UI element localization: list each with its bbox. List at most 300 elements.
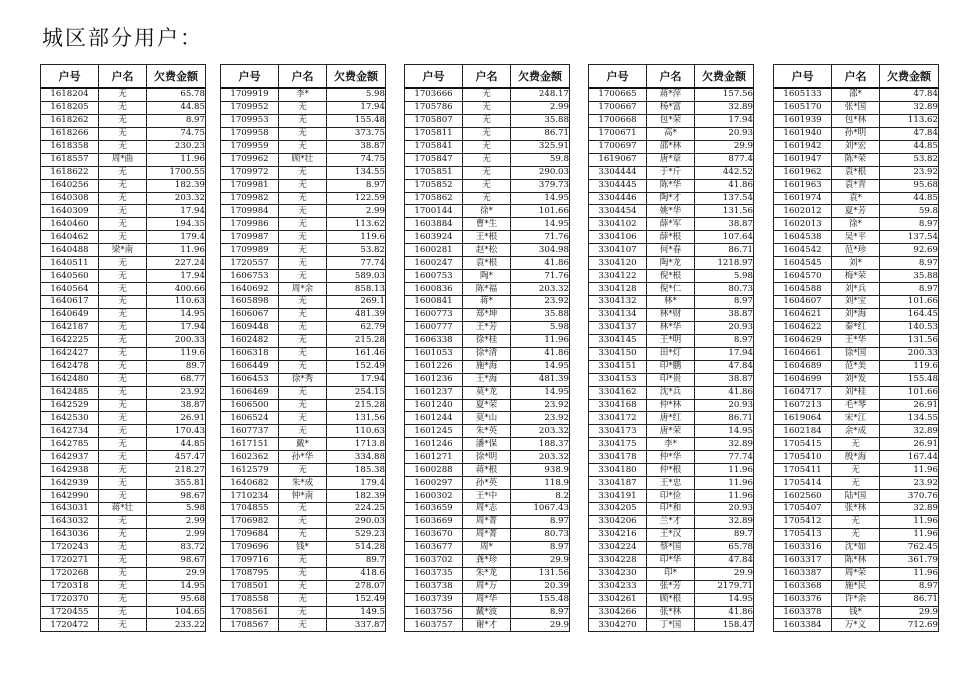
account-name-cell: 无 xyxy=(279,386,327,399)
arrears-amount-cell: 2.99 xyxy=(511,101,570,114)
arrears-amount-cell: 23.92 xyxy=(880,477,939,490)
account-name-cell: 唐*荣 xyxy=(647,425,695,438)
table-row xyxy=(589,231,754,244)
arrears-amount-cell: 44.85 xyxy=(880,140,939,153)
account-name-cell: 无 xyxy=(279,528,327,541)
account-id-cell: 1603317 xyxy=(774,554,832,567)
header-id: 户号 xyxy=(41,65,99,89)
table-row xyxy=(41,179,206,192)
table-row xyxy=(774,490,939,503)
arrears-amount-cell: 11.96 xyxy=(147,244,206,257)
arrears-amount-cell: 5.98 xyxy=(695,270,754,283)
table-row xyxy=(221,412,386,425)
arrears-amount-cell: 118.9 xyxy=(511,477,570,490)
arrears-amount-cell: 20.93 xyxy=(695,503,754,516)
account-name-cell: 包*荣 xyxy=(647,114,695,127)
table-row xyxy=(405,192,570,205)
account-id-cell: 1705410 xyxy=(774,451,832,464)
arrears-amount-cell: 65.78 xyxy=(695,541,754,554)
account-name-cell: 无 xyxy=(463,153,511,166)
table-row xyxy=(405,347,570,360)
table-row xyxy=(221,270,386,283)
account-name-cell: 印*贵 xyxy=(647,373,695,386)
account-id-cell: 1710234 xyxy=(221,490,279,503)
arrears-amount-cell: 137.54 xyxy=(695,192,754,205)
account-name-cell: 郑*坤 xyxy=(463,308,511,321)
account-name-cell: 王*明 xyxy=(647,334,695,347)
table-row xyxy=(221,593,386,606)
arrears-amount-cell: 5.98 xyxy=(511,321,570,334)
arrears-amount-cell: 8.97 xyxy=(327,179,386,192)
table-row xyxy=(774,270,939,283)
arrears-amount-cell: 35.88 xyxy=(511,308,570,321)
table-row xyxy=(405,606,570,619)
account-id-cell: 1603702 xyxy=(405,554,463,567)
table-row xyxy=(774,334,939,347)
table-row xyxy=(221,205,386,218)
arrears-amount-cell: 41.86 xyxy=(511,347,570,360)
account-id-cell: 1640460 xyxy=(41,218,99,231)
account-id-cell: 1640649 xyxy=(41,308,99,321)
account-name-cell: 顾*根 xyxy=(647,593,695,606)
table-row xyxy=(221,580,386,593)
arrears-amount-cell: 122.59 xyxy=(327,192,386,205)
arrears-amount-cell: 41.86 xyxy=(695,606,754,619)
arrears-amount-cell: 17.94 xyxy=(327,373,386,386)
account-name-cell: 余*成 xyxy=(832,425,880,438)
debt-table-3 xyxy=(404,64,570,632)
account-id-cell: 1709962 xyxy=(221,153,279,166)
arrears-amount-cell: 23.92 xyxy=(147,386,206,399)
table-row xyxy=(405,515,570,528)
account-id-cell: 1605898 xyxy=(221,296,279,309)
table-row xyxy=(221,244,386,257)
table-row xyxy=(774,412,939,425)
arrears-amount-cell: 140.53 xyxy=(880,321,939,334)
arrears-amount-cell: 589.03 xyxy=(327,270,386,283)
arrears-amount-cell: 938.9 xyxy=(511,464,570,477)
arrears-amount-cell: 361.79 xyxy=(880,554,939,567)
account-id-cell: 3304270 xyxy=(589,619,647,632)
account-name-cell: 邵* xyxy=(832,88,880,101)
account-id-cell: 1603735 xyxy=(405,567,463,580)
arrears-amount-cell: 11.96 xyxy=(147,153,206,166)
account-id-cell: 1708567 xyxy=(221,619,279,632)
account-id-cell: 1700144 xyxy=(405,205,463,218)
account-id-cell: 1709958 xyxy=(221,127,279,140)
arrears-amount-cell: 95.68 xyxy=(880,179,939,192)
account-name-cell: 张*芳 xyxy=(647,580,695,593)
table-row xyxy=(589,321,754,334)
account-name-cell: 无 xyxy=(99,554,147,567)
arrears-amount-cell: 20.93 xyxy=(695,127,754,140)
account-name-cell: 无 xyxy=(279,515,327,528)
account-id-cell: 1603738 xyxy=(405,580,463,593)
arrears-amount-cell: 155.48 xyxy=(327,114,386,127)
table-row xyxy=(221,554,386,567)
account-name-cell: 无 xyxy=(279,619,327,632)
table-row xyxy=(405,153,570,166)
account-name-cell: 无 xyxy=(279,593,327,606)
arrears-amount-cell: 194.35 xyxy=(147,218,206,231)
arrears-amount-cell: 41.86 xyxy=(511,257,570,270)
table-row xyxy=(774,425,939,438)
table-row xyxy=(405,438,570,451)
table-row xyxy=(405,360,570,373)
table-row xyxy=(41,593,206,606)
header-name: 户名 xyxy=(647,65,695,89)
table-row xyxy=(405,166,570,179)
arrears-amount-cell: 32.89 xyxy=(880,425,939,438)
account-id-cell: 1709972 xyxy=(221,166,279,179)
table-row xyxy=(41,101,206,114)
arrears-amount-cell: 89.7 xyxy=(695,528,754,541)
debt-table-1 xyxy=(40,64,206,632)
account-id-cell: 1600777 xyxy=(405,321,463,334)
account-name-cell: 无 xyxy=(279,334,327,347)
account-id-cell: 1601974 xyxy=(774,192,832,205)
account-name-cell: 印*鹏 xyxy=(647,360,695,373)
arrears-amount-cell: 32.89 xyxy=(695,438,754,451)
account-name-cell: 戴*波 xyxy=(463,606,511,619)
table-row xyxy=(41,619,206,632)
table-row xyxy=(774,619,939,632)
arrears-amount-cell: 77.74 xyxy=(695,451,754,464)
account-id-cell: 3304216 xyxy=(589,528,647,541)
arrears-amount-cell: 8.97 xyxy=(695,296,754,309)
account-name-cell: 谢*才 xyxy=(463,619,511,632)
table-row xyxy=(41,425,206,438)
account-id-cell: 1643036 xyxy=(41,528,99,541)
account-id-cell: 1606449 xyxy=(221,360,279,373)
table-row xyxy=(774,528,939,541)
account-name-cell: 无 xyxy=(279,503,327,516)
arrears-amount-cell: 11.96 xyxy=(511,334,570,347)
account-id-cell: 3304445 xyxy=(589,179,647,192)
table-row xyxy=(41,231,206,244)
account-id-cell: 1604717 xyxy=(774,386,832,399)
account-id-cell: 1602013 xyxy=(774,218,832,231)
table-row xyxy=(774,541,939,554)
account-id-cell: 3304150 xyxy=(589,347,647,360)
table-row xyxy=(774,166,939,179)
arrears-amount-cell: 203.32 xyxy=(511,425,570,438)
table-row xyxy=(41,541,206,554)
account-id-cell: 1709716 xyxy=(221,554,279,567)
table-row xyxy=(405,270,570,283)
account-name-cell: 无 xyxy=(832,477,880,490)
table-row xyxy=(589,464,754,477)
account-id-cell: 1709981 xyxy=(221,179,279,192)
table-row xyxy=(589,606,754,619)
arrears-amount-cell: 218.27 xyxy=(147,464,206,477)
account-name-cell: 无 xyxy=(99,114,147,127)
arrears-amount-cell: 418.6 xyxy=(327,567,386,580)
account-name-cell: 周*曲 xyxy=(99,153,147,166)
arrears-amount-cell: 110.63 xyxy=(327,425,386,438)
table-row xyxy=(589,399,754,412)
arrears-amount-cell: 110.63 xyxy=(147,296,206,309)
arrears-amount-cell: 62.79 xyxy=(327,321,386,334)
arrears-amount-cell: 290.03 xyxy=(327,515,386,528)
account-id-cell: 1709919 xyxy=(221,88,279,101)
arrears-amount-cell: 11.96 xyxy=(695,477,754,490)
account-id-cell: 3304168 xyxy=(589,399,647,412)
arrears-amount-cell: 155.48 xyxy=(880,373,939,386)
table-row xyxy=(41,321,206,334)
account-id-cell: 1643032 xyxy=(41,515,99,528)
arrears-amount-cell: 23.92 xyxy=(511,412,570,425)
arrears-amount-cell: 1713.8 xyxy=(327,438,386,451)
account-name-cell: 无 xyxy=(99,127,147,140)
account-name-cell: 徐* xyxy=(832,218,880,231)
arrears-amount-cell: 119.6 xyxy=(880,360,939,373)
account-name-cell: 无 xyxy=(99,490,147,503)
account-name-cell: 无 xyxy=(279,127,327,140)
account-id-cell: 1602482 xyxy=(221,334,279,347)
table-row xyxy=(589,619,754,632)
account-id-cell: 1642478 xyxy=(41,360,99,373)
arrears-amount-cell: 95.68 xyxy=(147,593,206,606)
account-id-cell: 1603756 xyxy=(405,606,463,619)
table-row xyxy=(221,399,386,412)
arrears-amount-cell: 29.9 xyxy=(511,554,570,567)
arrears-amount-cell: 8.97 xyxy=(880,283,939,296)
account-id-cell: 1603659 xyxy=(405,503,463,516)
account-id-cell: 1709984 xyxy=(221,205,279,218)
account-name-cell: 无 xyxy=(99,567,147,580)
table-row xyxy=(41,490,206,503)
arrears-amount-cell: 152.49 xyxy=(327,593,386,606)
account-name-cell: 无 xyxy=(99,360,147,373)
account-id-cell: 1601240 xyxy=(405,399,463,412)
account-id-cell: 1604607 xyxy=(774,296,832,309)
table-row xyxy=(221,606,386,619)
account-id-cell: 1604689 xyxy=(774,360,832,373)
account-name-cell: 无 xyxy=(99,270,147,283)
table-row xyxy=(405,593,570,606)
account-id-cell: 3304107 xyxy=(589,244,647,257)
account-name-cell: 刘* xyxy=(832,257,880,270)
arrears-amount-cell: 26.91 xyxy=(147,412,206,425)
account-name-cell: 朱*英 xyxy=(463,425,511,438)
table-row xyxy=(589,490,754,503)
arrears-amount-cell: 5.98 xyxy=(147,503,206,516)
account-id-cell: 1618622 xyxy=(41,166,99,179)
account-name-cell: 周*华 xyxy=(463,593,511,606)
table-row xyxy=(589,360,754,373)
account-id-cell: 3304145 xyxy=(589,334,647,347)
account-id-cell: 3304102 xyxy=(589,218,647,231)
account-id-cell: 1603669 xyxy=(405,515,463,528)
account-name-cell: 蒋*壮 xyxy=(99,503,147,516)
arrears-amount-cell: 712.69 xyxy=(880,619,939,632)
arrears-amount-cell: 215.28 xyxy=(327,399,386,412)
account-name-cell: 无 xyxy=(99,425,147,438)
table-row xyxy=(41,477,206,490)
account-id-cell: 1700671 xyxy=(589,127,647,140)
account-name-cell: 无 xyxy=(832,438,880,451)
account-id-cell: 1600247 xyxy=(405,257,463,270)
arrears-amount-cell: 379.73 xyxy=(511,179,570,192)
arrears-amount-cell: 86.71 xyxy=(511,127,570,140)
table-row xyxy=(589,554,754,567)
table-row xyxy=(41,412,206,425)
account-name-cell: 无 xyxy=(279,412,327,425)
table-row xyxy=(589,205,754,218)
account-name-cell: 薛*根 xyxy=(647,231,695,244)
arrears-amount-cell: 215.28 xyxy=(327,334,386,347)
account-id-cell: 1601942 xyxy=(774,140,832,153)
table-row xyxy=(405,567,570,580)
account-id-cell: 1600281 xyxy=(405,244,463,257)
header-amount: 欠费金额 xyxy=(327,65,386,89)
account-name-cell: 王*忠 xyxy=(647,477,695,490)
table-row xyxy=(405,490,570,503)
account-name-cell: 无 xyxy=(279,192,327,205)
account-id-cell: 1606500 xyxy=(221,399,279,412)
account-name-cell: 无 xyxy=(99,593,147,606)
table-row xyxy=(774,373,939,386)
table-row xyxy=(774,515,939,528)
account-id-cell: 1618358 xyxy=(41,140,99,153)
account-id-cell: 1603376 xyxy=(774,593,832,606)
table-row xyxy=(221,464,386,477)
table-row xyxy=(405,296,570,309)
arrears-amount-cell: 188.37 xyxy=(511,438,570,451)
account-id-cell: 1601237 xyxy=(405,386,463,399)
account-id-cell: 1720455 xyxy=(41,606,99,619)
table-row xyxy=(774,257,939,270)
table-row xyxy=(589,140,754,153)
arrears-amount-cell: 858.13 xyxy=(327,283,386,296)
account-id-cell: 1700697 xyxy=(589,140,647,153)
account-id-cell: 3304454 xyxy=(589,205,647,218)
arrears-amount-cell: 17.94 xyxy=(147,205,206,218)
account-id-cell: 1640617 xyxy=(41,296,99,309)
table-row xyxy=(774,399,939,412)
table-row xyxy=(41,528,206,541)
account-id-cell: 1619064 xyxy=(774,412,832,425)
arrears-amount-cell: 5.98 xyxy=(327,88,386,101)
account-id-cell: 1601939 xyxy=(774,114,832,127)
arrears-amount-cell: 11.96 xyxy=(880,464,939,477)
arrears-amount-cell: 113.62 xyxy=(327,218,386,231)
account-id-cell: 3304122 xyxy=(589,270,647,283)
account-id-cell: 1601271 xyxy=(405,451,463,464)
account-name-cell: 陈*华 xyxy=(647,179,695,192)
table-row xyxy=(41,308,206,321)
account-id-cell: 1709986 xyxy=(221,218,279,231)
table-row xyxy=(221,567,386,580)
table-row xyxy=(221,541,386,554)
account-id-cell: 1709987 xyxy=(221,231,279,244)
account-id-cell: 1604588 xyxy=(774,283,832,296)
account-name-cell: 范*美 xyxy=(832,360,880,373)
arrears-amount-cell: 38.87 xyxy=(147,399,206,412)
table-row xyxy=(774,308,939,321)
table-row xyxy=(221,127,386,140)
account-id-cell: 3304444 xyxy=(589,166,647,179)
account-id-cell: 1603378 xyxy=(774,606,832,619)
account-name-cell: 无 xyxy=(99,580,147,593)
account-name-cell: 徐*秀 xyxy=(279,373,327,386)
table-row xyxy=(774,360,939,373)
table-row xyxy=(405,334,570,347)
account-id-cell: 1700665 xyxy=(589,88,647,101)
table-row xyxy=(774,296,939,309)
arrears-amount-cell: 514.28 xyxy=(327,541,386,554)
account-name-cell: 无 xyxy=(99,205,147,218)
account-id-cell: 1618266 xyxy=(41,127,99,140)
table-row xyxy=(405,464,570,477)
account-id-cell: 1720243 xyxy=(41,541,99,554)
arrears-amount-cell: 71.76 xyxy=(511,231,570,244)
account-name-cell: 无 xyxy=(463,88,511,101)
arrears-amount-cell: 1700.55 xyxy=(147,166,206,179)
table-row xyxy=(589,567,754,580)
table-row xyxy=(774,88,939,101)
table-row xyxy=(41,127,206,140)
arrears-amount-cell: 355.81 xyxy=(147,477,206,490)
arrears-amount-cell: 20.93 xyxy=(695,321,754,334)
table-row xyxy=(589,528,754,541)
arrears-amount-cell: 457.47 xyxy=(147,451,206,464)
table-row xyxy=(589,373,754,386)
table-row xyxy=(589,412,754,425)
account-name-cell: 袁* xyxy=(832,192,880,205)
account-id-cell: 3304228 xyxy=(589,554,647,567)
arrears-amount-cell: 325.91 xyxy=(511,140,570,153)
table-row xyxy=(774,503,939,516)
table-row xyxy=(589,179,754,192)
table-row xyxy=(774,140,939,153)
arrears-amount-cell: 442.52 xyxy=(695,166,754,179)
arrears-amount-cell: 119.6 xyxy=(147,347,206,360)
account-id-cell: 3304224 xyxy=(589,541,647,554)
account-name-cell: 无 xyxy=(463,179,511,192)
table-row xyxy=(589,477,754,490)
account-name-cell: 无 xyxy=(832,528,880,541)
account-id-cell: 1709696 xyxy=(221,541,279,554)
account-name-cell: 无 xyxy=(279,231,327,244)
account-id-cell: 1601940 xyxy=(774,127,832,140)
arrears-amount-cell: 89.7 xyxy=(327,554,386,567)
table-row xyxy=(405,321,570,334)
arrears-amount-cell: 170.43 xyxy=(147,425,206,438)
account-name-cell: 周* xyxy=(463,541,511,554)
arrears-amount-cell: 8.2 xyxy=(511,490,570,503)
account-name-cell: 钱* xyxy=(279,541,327,554)
account-name-cell: 陶* xyxy=(463,270,511,283)
arrears-amount-cell: 83.72 xyxy=(147,541,206,554)
header-id: 户号 xyxy=(589,65,647,89)
arrears-amount-cell: 164.45 xyxy=(880,308,939,321)
account-id-cell: 3304173 xyxy=(589,425,647,438)
account-name-cell: 无 xyxy=(99,257,147,270)
arrears-amount-cell: 29.9 xyxy=(880,606,939,619)
account-name-cell: 无 xyxy=(279,308,327,321)
account-id-cell: 1709989 xyxy=(221,244,279,257)
account-name-cell: 蒋* xyxy=(463,296,511,309)
account-id-cell: 1606453 xyxy=(221,373,279,386)
account-id-cell: 1603884 xyxy=(405,218,463,231)
account-name-cell: 王*根 xyxy=(463,231,511,244)
table-row xyxy=(41,244,206,257)
account-name-cell: 无 xyxy=(463,192,511,205)
header-name: 户名 xyxy=(463,65,511,89)
account-id-cell: 1601947 xyxy=(774,153,832,166)
